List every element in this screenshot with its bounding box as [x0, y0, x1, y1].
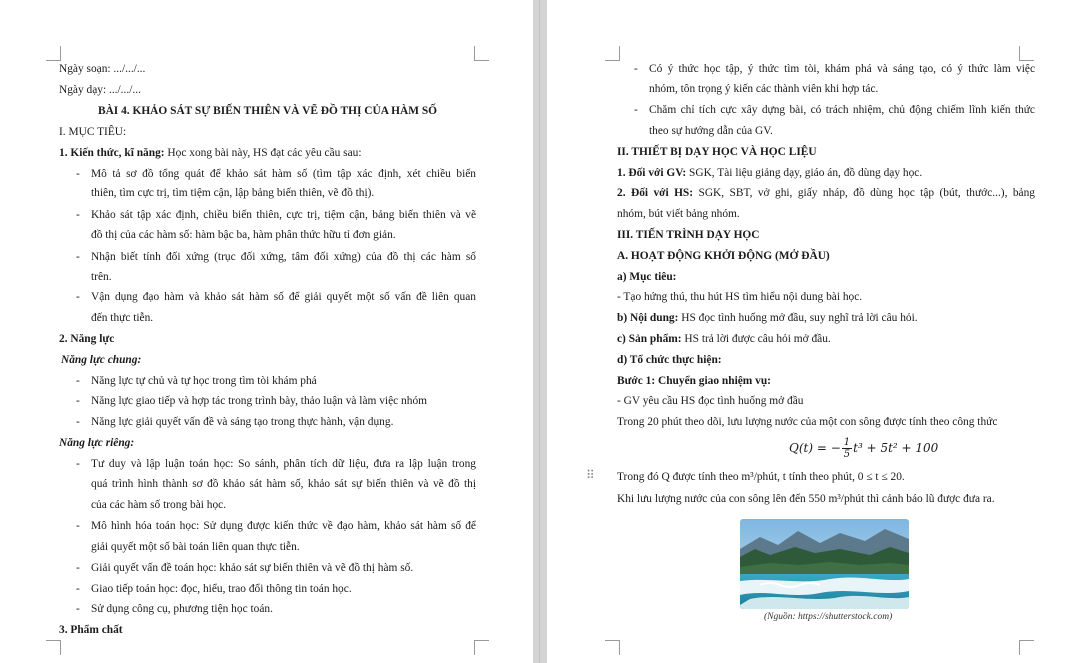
bullet-line: Có ý thức học tập, ý thức tìm tòi, khám phá và sáng tạo, có ý thức làm việc	[649, 63, 1035, 75]
label-bold: b) Nội dung:	[617, 312, 679, 324]
paragraph-text: Học xong bài này, HS đạt các yêu cầu sau:	[164, 147, 362, 159]
activity-heading: A. HOẠT ĐỘNG KHỞI ĐỘNG (MỞ ĐẦU)	[617, 250, 830, 262]
crop-mark	[605, 640, 620, 655]
bullet-line: Nhận biết tính đối xứng (trục đối xứng, tâm đối xứng) của đồ thị các hàm số	[91, 251, 476, 263]
bullet-line: trên.	[91, 271, 112, 283]
bullet-line: Mô hình hóa toán học: Sử dụng được kiến thức về đạo hàm, khảo sát hàm số để	[91, 520, 476, 532]
paragraph-line	[59, 146, 362, 160]
bullet-dash: -	[76, 520, 80, 532]
paragraph-line: nhóm, bút viết bảng nhóm.	[617, 208, 740, 220]
bullet-dash: -	[76, 395, 80, 407]
bullet-line: của các hàm số trong bài học.	[91, 499, 227, 511]
label-bold: 1. Đối với GV:	[617, 167, 687, 179]
bullet-dash: -	[76, 603, 80, 615]
subsection-heading: 3. Phẩm chất	[59, 624, 123, 636]
paragraph-line	[617, 186, 1035, 200]
bullet-line: Khảo sát tập xác định, chiều biến thiên, cực trị, tiệm cận, bảng biến thiên và vẽ	[91, 209, 476, 221]
paragraph-text: SGK, Tài liệu giảng dạy, giáo án, đồ dùng dạy học.	[686, 167, 923, 179]
crop-mark	[46, 46, 61, 61]
bullet-line: Mô tả sơ đồ tổng quát để khảo sát hàm số (tìm tập xác định, xét chiều biến	[91, 168, 476, 180]
bullet-dash: -	[76, 168, 80, 180]
subsection-label: Năng lực riêng:	[59, 437, 135, 449]
section-heading: I. MỤC TIÊU:	[59, 126, 127, 138]
paragraph-line	[617, 332, 831, 346]
lesson-title: BÀI 4. KHẢO SÁT SỰ BIẾN THIÊN VÀ VẼ ĐỒ THỊ CỦA HÀM SỐ	[97, 105, 438, 117]
bullet-line: Năng lực giải quyết vấn đề và sáng tạo trong thực hành, vận dụng.	[91, 416, 394, 428]
formula-numerator: 1	[843, 437, 851, 448]
bullet-line: theo sự hướng dẫn của GV.	[649, 125, 773, 137]
river-photo-image	[740, 519, 909, 609]
label-bold: 2. Đối với HS:	[617, 187, 694, 199]
bullet-line: Giải quyết vấn đề toán học: khảo sát sự biến thiên và vẽ đồ thị hàm số.	[91, 562, 414, 574]
bullet-dash: -	[634, 104, 638, 116]
bullet-dash: -	[76, 291, 80, 303]
bullet-dash: -	[76, 416, 80, 428]
teach-date: Ngày dạy: .../.../...	[59, 84, 141, 96]
subsection-heading: a) Mục tiêu:	[617, 271, 677, 283]
page-gap	[533, 0, 547, 663]
crop-mark	[474, 46, 489, 61]
paragraph-line	[617, 166, 922, 180]
paragraph-line: - Tạo hứng thú, thu hút HS tìm hiểu nội dung bài học.	[617, 291, 863, 303]
bullet-line: Năng lực giao tiếp và hợp tác trong trình bày, thảo luận và làm việc nhóm	[91, 395, 427, 407]
bullet-line: Năng lực tự chủ và tự học trong tìm tòi khám phá	[91, 375, 317, 387]
document-page-left	[0, 0, 533, 663]
bullet-line: thiên, tìm cực trị, tìm tiệm cận, lập bảng biến thiên, vẽ đồ thị).	[91, 187, 375, 199]
bullet-dash: -	[76, 375, 80, 387]
section-heading: III. TIẾN TRÌNH DẠY HỌC	[617, 229, 760, 241]
paragraph-text: SGK, SBT, vở ghi, giấy nháp, đồ dùng học tập (bút, thước...), bảng	[693, 187, 1036, 199]
river-photo	[740, 519, 909, 609]
formula-fraction	[842, 437, 852, 460]
crop-mark	[1019, 46, 1034, 61]
bullet-line: Giao tiếp toán học: đọc, hiểu, trao đổi thông tin toán học.	[91, 583, 352, 595]
bullet-line: quá trình hình thành sơ đồ khảo sát hàm số, khảo sát sự biến thiên và vẽ đồ thị	[91, 478, 476, 490]
bullet-dash: -	[76, 458, 80, 470]
bullet-line: Tư duy và lập luận toán học: So sánh, phân tích dữ liệu, đưa ra lập luận trong	[91, 458, 476, 470]
formula-rhs: t³ + 5t² + 100	[853, 441, 939, 455]
bullet-dash: -	[76, 209, 80, 221]
bullet-dash: -	[76, 251, 80, 263]
paragraph-line: Khi lưu lượng nước của con sông lên đến 550 m³/phút thì cảnh báo lũ được đưa ra.	[617, 493, 995, 505]
crop-mark	[605, 46, 620, 61]
bullet-line: Sử dụng công cụ, phương tiện học toán.	[91, 603, 273, 615]
section-heading: II. THIẾT BỊ DẠY HỌC VÀ HỌC LIỆU	[617, 146, 817, 158]
subsection-heading: 2. Năng lực	[59, 333, 115, 345]
bullet-line: Vận dụng đạo hàm và khảo sát hàm số để giải quyết một số vấn đề liên quan	[91, 291, 476, 303]
label-bold: 1. Kiến thức, kĩ năng:	[59, 147, 165, 159]
subsection-label: Năng lực chung:	[61, 354, 142, 366]
step-heading: Bước 1: Chuyển giao nhiệm vụ:	[617, 375, 771, 387]
paragraph-line: Trong đó Q được tính theo m³/phút, t tính theo phút, 0 ≤ t ≤ 20.	[617, 471, 905, 483]
bullet-dash: -	[76, 583, 80, 595]
paragraph-text: HS đọc tình huống mở đầu, suy nghĩ trả lời câu hỏi.	[678, 312, 918, 324]
formula	[789, 437, 938, 460]
bullet-dash: -	[634, 63, 638, 75]
crop-mark	[474, 640, 489, 655]
paragraph-line: Trong 20 phút theo dõi, lưu lượng nước của một con sông được tính theo công thức	[617, 416, 998, 428]
bullet-line: đồ thị của các hàm số: hàm bậc ba, hàm phân thức hữu tỉ đơn giản.	[91, 229, 396, 241]
photo-caption: (Nguồn: https://shutterstock.com)	[764, 612, 893, 622]
label-bold: c) Sản phẩm:	[617, 333, 682, 345]
prep-date: Ngày soạn: .../.../...	[59, 63, 146, 75]
bullet-line: Chăm chỉ tích cực xây dựng bài, có trách nhiệm, chủ động chiếm lĩnh kiến thức	[649, 104, 1035, 116]
paragraph-line	[617, 311, 918, 325]
bullet-line: giải quyết một số bài toán liên quan thực tiễn.	[91, 541, 300, 553]
bullet-line: đến thực tiễn.	[91, 312, 154, 324]
bullet-line: nhóm, tôn trọng ý kiến các thành viên khi hợp tác.	[649, 83, 879, 95]
paragraph-line: - GV yêu cầu HS đọc tình huống mở đầu	[617, 395, 804, 407]
crop-mark	[46, 640, 61, 655]
bullet-dash: -	[76, 562, 80, 574]
subsection-heading: d) Tổ chức thực hiện:	[617, 354, 722, 366]
formula-denominator: 5	[843, 449, 851, 460]
drag-handle-icon[interactable]: ⠿	[586, 468, 594, 482]
paragraph-text: HS trả lời được câu hỏi mở đầu.	[681, 333, 831, 345]
crop-mark	[1019, 640, 1034, 655]
formula-lhs: Q(t) = −	[789, 441, 841, 455]
